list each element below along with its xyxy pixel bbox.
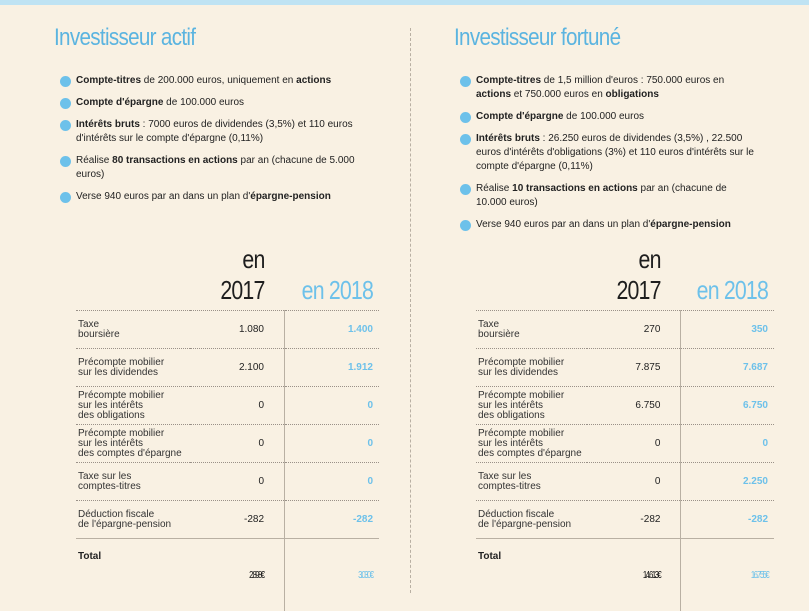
panel-title: Investisseur actif: [54, 24, 195, 52]
total-2017: 14.613€: [587, 539, 681, 611]
value-2017: 0: [190, 425, 285, 463]
table-row: [76, 501, 379, 539]
value-2018: -282: [285, 501, 380, 539]
profile-bullet-list: [460, 74, 760, 240]
tax-comparison-table: [76, 244, 379, 611]
total-row: [476, 539, 774, 611]
value-2018: -282: [681, 501, 774, 539]
table-row: [476, 387, 774, 425]
value-2017: 6.750: [587, 387, 681, 425]
row-label: Précompte mobilier sur les intérêts des comptes d'épargne: [476, 425, 587, 463]
value-2017: 0: [190, 463, 285, 501]
total-2018: 16.755€: [681, 539, 774, 611]
bullet-dot-icon: [60, 156, 71, 167]
bullet-dot-icon: [460, 112, 471, 123]
value-2018: 0: [285, 387, 380, 425]
row-label: Précompte mobilier sur les dividendes: [476, 349, 587, 387]
top-accent-strip: [0, 0, 809, 5]
tax-comparison-table: [476, 244, 774, 611]
value-2017: 0: [190, 387, 285, 425]
row-label: Déduction fiscale de l'épargne-pension: [76, 501, 190, 539]
list-item: Réalise 10 transactions en actions par an (chacune de 10.000 euros): [460, 182, 760, 210]
table-row: [76, 387, 379, 425]
value-2017: 0: [587, 425, 681, 463]
value-2018: 0: [285, 463, 380, 501]
row-label: Précompte mobilier sur les intérêts des comptes d'épargne: [76, 425, 190, 463]
list-item: Compte d'épargne de 100.000 euros: [460, 110, 760, 124]
row-label: Précompte mobilier sur les dividendes: [76, 349, 190, 387]
bullet-dot-icon: [60, 76, 71, 87]
value-2018: 6.750: [681, 387, 774, 425]
bullet-dot-icon: [460, 134, 471, 145]
value-2018: 1.400: [285, 311, 380, 349]
value-2018: 2.250: [681, 463, 774, 501]
table-row: [476, 425, 774, 463]
row-label: Déduction fiscale de l'épargne-pension: [476, 501, 587, 539]
table-row: [476, 311, 774, 349]
bullet-dot-icon: [60, 98, 71, 109]
table-row: [76, 463, 379, 501]
list-item: Verse 940 euros par an dans un plan d'épargne-pension: [460, 218, 760, 232]
total-label: Total: [76, 539, 190, 611]
row-label: Précompte mobilier sur les intérêts des obligations: [76, 387, 190, 425]
list-item: Compte-titres de 1,5 million d'euros : 750.000 euros en actions et 750.000 euros en obligations: [460, 74, 760, 102]
total-row: [76, 539, 379, 611]
table-row: [76, 311, 379, 349]
value-2017: 7.875: [587, 349, 681, 387]
table-corner: [476, 244, 587, 311]
bullet-dot-icon: [60, 192, 71, 203]
list-item: Intérêts bruts : 26.250 euros de dividendes (3,5%) , 22.500 euros d'intérêts d'obligations (3%) et 110 euros d'intérêts sur le compte d'épargne (0,11%): [460, 132, 760, 174]
total-2018: 3.030€: [285, 539, 380, 611]
row-label: Taxe sur les comptes-titres: [76, 463, 190, 501]
panel-title: Investisseur fortuné: [454, 24, 620, 52]
list-item: Réalise 80 transactions en actions par an (chacune de 5.000 euros): [60, 154, 370, 182]
bullet-dot-icon: [460, 76, 471, 87]
row-label: Taxe boursière: [476, 311, 587, 349]
list-item: Intérêts bruts : 7000 euros de dividendes (3,5%) et 110 euros d'intérêts sur le compte d'épargne (0,11%): [60, 118, 370, 146]
total-label: Total: [476, 539, 587, 611]
value-2017: 270: [587, 311, 681, 349]
value-2017: 0: [587, 463, 681, 501]
value-2018: 0: [681, 425, 774, 463]
row-label: Taxe sur les comptes-titres: [476, 463, 587, 501]
column-divider: [410, 28, 411, 593]
table-row: [76, 349, 379, 387]
table-row: [476, 463, 774, 501]
value-2017: 1.080: [190, 311, 285, 349]
column-header-2018: en 2018: [285, 244, 380, 311]
value-2018: 1.912: [285, 349, 380, 387]
list-item: Compte d'épargne de 100.000 euros: [60, 96, 370, 110]
column-header-2018: en 2018: [681, 244, 774, 311]
list-item: Compte-titres de 200.000 euros, uniquement en actions: [60, 74, 370, 88]
value-2018: 350: [681, 311, 774, 349]
table-corner: [76, 244, 190, 311]
table-row: [476, 349, 774, 387]
row-label: Taxe boursière: [76, 311, 190, 349]
bullet-dot-icon: [460, 184, 471, 195]
total-2017: 2.898€: [190, 539, 285, 611]
value-2018: 7.687: [681, 349, 774, 387]
value-2017: 2.100: [190, 349, 285, 387]
value-2017: -282: [190, 501, 285, 539]
value-2018: 0: [285, 425, 380, 463]
row-label: Précompte mobilier sur les intérêts des obligations: [476, 387, 587, 425]
value-2017: -282: [587, 501, 681, 539]
bullet-dot-icon: [460, 220, 471, 231]
column-header-2017: en 2017: [587, 244, 681, 311]
column-header-2017: en 2017: [190, 244, 285, 311]
profile-bullet-list: [60, 74, 370, 212]
table-row: [76, 425, 379, 463]
list-item: Verse 940 euros par an dans un plan d'épargne-pension: [60, 190, 370, 204]
table-row: [476, 501, 774, 539]
bullet-dot-icon: [60, 120, 71, 131]
